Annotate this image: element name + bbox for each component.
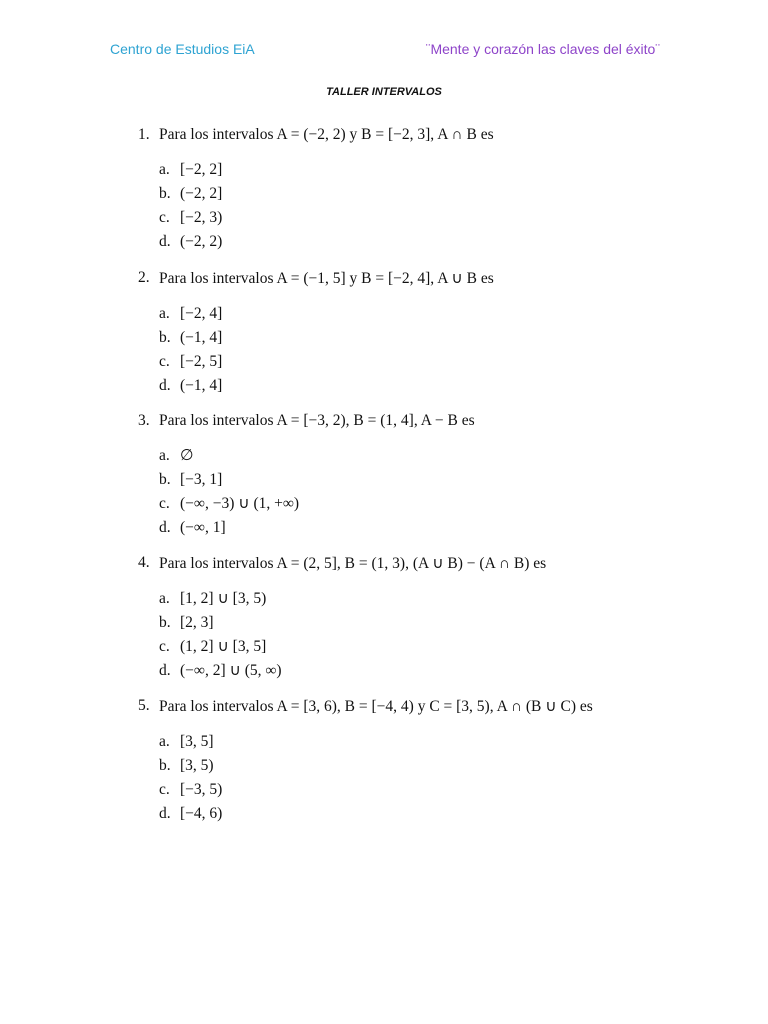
option-letter: b.	[159, 757, 171, 774]
option-a	[159, 302, 494, 326]
option-c	[159, 778, 593, 802]
options-list	[159, 302, 494, 398]
option-letter: c.	[159, 495, 170, 512]
options-list	[159, 587, 546, 683]
option-text: [3, 5)	[180, 757, 214, 774]
option-letter: a.	[159, 447, 170, 464]
header-institution: Centro de Estudios EiA	[110, 41, 255, 57]
option-text: [−3, 1]	[180, 471, 223, 488]
option-letter: c.	[159, 353, 170, 370]
options-list	[159, 444, 475, 540]
option-text: (−2, 2)	[180, 233, 223, 250]
option-letter: d.	[159, 377, 171, 394]
option-letter: a.	[159, 305, 170, 322]
option-text: [3, 5]	[180, 733, 214, 750]
option-letter: b.	[159, 185, 171, 202]
question-text: Para los intervalos A = (−2, 2) y B = [−2, 3], A ∩ B es	[159, 126, 494, 143]
option-text: [−4, 6)	[180, 805, 223, 822]
option-letter: a.	[159, 161, 170, 178]
option-a	[159, 587, 546, 611]
option-text: (−2, 2]	[180, 185, 223, 202]
option-c	[159, 206, 494, 230]
option-text: ∅	[180, 447, 194, 464]
option-a	[159, 158, 494, 182]
option-text: (−1, 4]	[180, 377, 223, 394]
document-title: TALLER INTERVALOS	[326, 86, 442, 98]
question-number: 2.	[138, 269, 150, 286]
header-motto: ¨Mente y corazón las claves del éxito¨	[425, 41, 660, 57]
question-text: Para los intervalos A = [3, 6), B = [−4, 4) y C = [3, 5), A ∩ (B ∪ C) es	[159, 698, 593, 715]
option-b	[159, 326, 494, 350]
option-text: [−2, 2]	[180, 161, 223, 178]
option-letter: a.	[159, 590, 170, 607]
question-4	[138, 554, 546, 683]
option-text: (1, 2] ∪ [3, 5]	[180, 638, 267, 655]
option-c	[159, 635, 546, 659]
option-text: [−2, 3)	[180, 209, 223, 226]
options-list	[159, 730, 593, 826]
option-b	[159, 754, 593, 778]
option-letter: d.	[159, 662, 171, 679]
option-text: (−∞, −3) ∪ (1, +∞)	[180, 495, 300, 512]
question-number: 5.	[138, 697, 150, 714]
option-c	[159, 350, 494, 374]
option-letter: d.	[159, 805, 171, 822]
option-text: (−∞, 2] ∪ (5, ∞)	[180, 662, 282, 679]
question-text: Para los intervalos A = (2, 5], B = (1, 3), (A ∪ B) − (A ∩ B) es	[159, 555, 547, 572]
option-text: [−2, 4]	[180, 305, 223, 322]
option-text: (−∞, 1]	[180, 519, 226, 536]
question-1	[138, 126, 494, 254]
option-d	[159, 516, 475, 540]
option-letter: b.	[159, 471, 171, 488]
question-number: 4.	[138, 554, 150, 571]
option-text: [−2, 5]	[180, 353, 223, 370]
option-d	[159, 230, 494, 254]
page-header	[110, 41, 660, 57]
options-list	[159, 158, 494, 254]
option-d	[159, 374, 494, 398]
question-2	[138, 269, 494, 398]
option-b	[159, 611, 546, 635]
option-text: [−3, 5)	[180, 781, 223, 798]
option-letter: b.	[159, 329, 171, 346]
option-letter: a.	[159, 733, 170, 750]
option-letter: b.	[159, 614, 171, 631]
option-letter: c.	[159, 209, 170, 226]
question-number: 3.	[138, 412, 150, 429]
option-letter: c.	[159, 781, 170, 798]
option-letter: d.	[159, 233, 171, 250]
option-text: [1, 2] ∪ [3, 5)	[180, 590, 267, 607]
option-c	[159, 492, 475, 516]
question-3	[138, 412, 475, 540]
question-text: Para los intervalos A = (−1, 5] y B = [−2, 4], A ∪ B es	[159, 270, 494, 287]
option-text: [2, 3]	[180, 614, 214, 631]
option-b	[159, 182, 494, 206]
option-letter: c.	[159, 638, 170, 655]
option-a	[159, 730, 593, 754]
question-number: 1.	[138, 126, 150, 143]
question-text: Para los intervalos A = [−3, 2), B = (1, 4], A − B es	[159, 412, 475, 429]
option-d	[159, 659, 546, 683]
option-text: (−1, 4]	[180, 329, 223, 346]
option-a	[159, 444, 475, 468]
question-5	[138, 697, 593, 826]
option-letter: d.	[159, 519, 171, 536]
option-b	[159, 468, 475, 492]
option-d	[159, 802, 593, 826]
